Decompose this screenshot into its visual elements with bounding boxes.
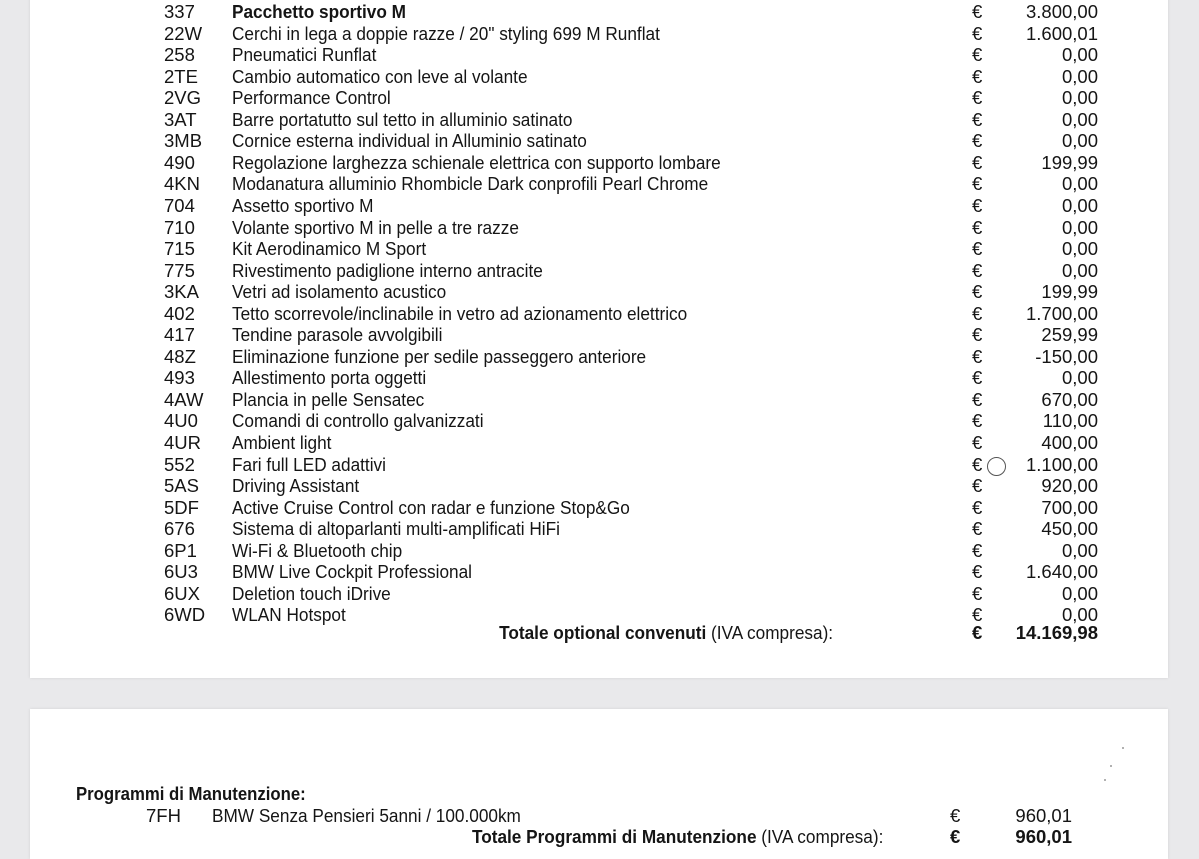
optional-currency: € (972, 561, 983, 583)
optional-row (30, 217, 1168, 238)
total-optional-currency: € (972, 622, 983, 643)
total-optional-amount: 14.169,98 (1015, 622, 1098, 643)
optional-currency: € (972, 259, 983, 281)
maintenance-heading: Programmi di Manutenzione: (76, 784, 306, 804)
optional-amount: 259,99 (1041, 324, 1098, 346)
optional-description: Comandi di controllo galvanizzati (232, 410, 484, 432)
optional-description: BMW Live Cockpit Professional (232, 561, 472, 583)
total-maintenance-currency: € (950, 826, 961, 847)
optional-code: 4UR (164, 432, 202, 453)
optional-amount: 0,00 (1061, 216, 1098, 238)
optional-amount: 1.600,01 (1025, 22, 1098, 44)
optional-currency: € (972, 324, 983, 346)
optional-row (30, 23, 1168, 44)
optional-code: 490 (164, 151, 195, 173)
optional-description: Kit Aerodinamico M Sport (232, 238, 427, 260)
optional-row (30, 1, 1168, 22)
optional-row (30, 44, 1168, 65)
optional-currency: € (972, 539, 983, 561)
optional-currency: € (972, 518, 983, 540)
optional-currency: € (972, 130, 983, 152)
optional-currency: € (972, 238, 983, 260)
optional-row (30, 389, 1168, 410)
optional-code: 6U3 (164, 561, 198, 583)
optional-currency: € (972, 65, 983, 87)
optional-description: Barre portatutto sul tetto in alluminio satinato (232, 108, 573, 130)
optional-amount: 0,00 (1061, 44, 1098, 66)
optional-code: 2VG (164, 87, 202, 109)
optional-row (30, 303, 1168, 324)
optional-currency: € (972, 604, 983, 626)
optional-code: 3AT (164, 108, 197, 130)
optional-amount: 0,00 (1061, 582, 1098, 604)
optional-row (30, 518, 1168, 539)
optional-code: 775 (164, 259, 195, 281)
optional-row (30, 87, 1168, 108)
optional-amount: 0,00 (1061, 108, 1098, 130)
optional-currency: € (972, 367, 983, 389)
optional-row (30, 410, 1168, 431)
optional-amount: 450,00 (1041, 518, 1098, 540)
optional-amount: 1.100,00 (1025, 453, 1098, 475)
optional-description: Wi-Fi & Bluetooth chip (232, 539, 403, 561)
optional-amount: 110,00 (1042, 410, 1098, 432)
optional-currency: € (972, 173, 983, 195)
optional-amount: 700,00 (1041, 496, 1098, 518)
optional-amount: 0,00 (1061, 539, 1098, 561)
optional-description: Modanatura alluminio Rhombicle Dark conprofili Pearl Chrome (232, 173, 709, 195)
optional-row (30, 497, 1168, 518)
optional-currency: € (972, 345, 983, 367)
optional-code: 48Z (164, 345, 196, 367)
optional-description: Volante sportivo M in pelle a tre razze (232, 216, 519, 238)
optional-code: 4U0 (164, 410, 198, 432)
optional-amount: 0,00 (1061, 238, 1098, 260)
optional-row (30, 432, 1168, 453)
optional-amount: 0,00 (1061, 173, 1098, 195)
optional-row (30, 260, 1168, 281)
optional-currency: € (972, 108, 983, 130)
maintenance-currency: € (950, 805, 961, 826)
optional-code: 5DF (164, 496, 199, 518)
optional-currency: € (972, 281, 983, 303)
optional-currency: € (972, 87, 983, 109)
optional-row (30, 324, 1168, 345)
optional-currency: € (972, 22, 983, 44)
optional-code: 4AW (164, 388, 204, 410)
optional-description: Regolazione larghezza schienale elettrica con supporto lombare (232, 151, 721, 173)
optional-currency: € (972, 475, 983, 497)
optional-description: Driving Assistant (232, 475, 360, 497)
optional-currency: € (972, 44, 983, 66)
optional-row (30, 561, 1168, 582)
optional-description: Vetri ad isolamento acustico (232, 281, 447, 303)
optional-description: Ambient light (232, 432, 332, 453)
optional-code: 6UX (164, 582, 200, 604)
optional-description: Eliminazione funzione per sedile passeggero anteriore (232, 345, 647, 367)
optional-description: Active Cruise Control con radar e funzione Stop&Go (232, 496, 630, 518)
optional-row (30, 173, 1168, 194)
optional-description: Tendine parasole avvolgibili (232, 324, 443, 346)
optional-description: Tetto scorrevole/inclinabile in vetro ad azionamento elettrico (232, 302, 688, 324)
maintenance-description: BMW Senza Pensieri 5anni / 100.000km (212, 805, 521, 826)
optional-amount: 0,00 (1061, 65, 1098, 87)
optional-row (30, 195, 1168, 216)
optional-description: Pacchetto sportivo M (232, 1, 406, 22)
optional-code: 6P1 (164, 539, 197, 561)
optional-currency: € (972, 496, 983, 518)
optional-row (30, 346, 1168, 367)
optional-description: Rivestimento padiglione interno antracite (232, 259, 543, 281)
maintenance-row (30, 805, 1168, 827)
optional-row (30, 109, 1168, 130)
scan-speck (1122, 747, 1124, 749)
total-optional-row (30, 622, 1168, 644)
optional-amount: -150,00 (1035, 345, 1098, 367)
optional-code: 715 (164, 238, 195, 260)
optional-amount: 0,00 (1061, 194, 1098, 216)
optional-amount: 920,00 (1041, 475, 1098, 497)
optional-code: 417 (164, 324, 195, 346)
optional-description: Pneumatici Runflat (232, 44, 377, 66)
optional-row (30, 130, 1168, 151)
optional-description: Cambio automatico con leve al volante (232, 65, 528, 87)
optional-amount: 400,00 (1041, 432, 1098, 453)
optional-code: 676 (164, 518, 195, 540)
optional-amount: 0,00 (1061, 367, 1098, 389)
optional-code: 402 (164, 302, 195, 324)
maintenance-page (30, 709, 1168, 859)
optional-currency: € (972, 388, 983, 410)
optional-row (30, 238, 1168, 259)
optional-amount: 1.640,00 (1025, 561, 1098, 583)
optional-code: 6WD (164, 604, 206, 626)
optional-row (30, 540, 1168, 561)
optional-code: 710 (164, 216, 195, 238)
optional-code: 3KA (164, 281, 199, 303)
optional-row (30, 66, 1168, 87)
optional-amount: 3.800,00 (1025, 1, 1098, 22)
optional-amount: 0,00 (1061, 259, 1098, 281)
optional-currency: € (972, 453, 983, 475)
optional-amount: 1.700,00 (1025, 302, 1098, 324)
optional-code: 3MB (164, 130, 203, 152)
optional-description: Cornice esterna individual in Alluminio satinato (232, 130, 587, 152)
maintenance-code: 7FH (146, 805, 181, 826)
optional-code: 337 (164, 1, 195, 22)
optional-code: 5AS (164, 475, 199, 497)
optional-amount: 0,00 (1061, 87, 1098, 109)
optional-description: Sistema di altoparlanti multi-amplificati HiFi (232, 518, 560, 540)
optional-row (30, 152, 1168, 173)
optional-row (30, 475, 1168, 496)
total-maintenance-amount: 960,01 (1015, 826, 1072, 847)
optional-code: 4KN (164, 173, 200, 195)
optional-currency: € (972, 432, 983, 453)
optional-currency: € (972, 151, 983, 173)
scan-speck (1104, 779, 1106, 781)
optional-code: 258 (164, 44, 195, 66)
total-maintenance-label: Totale Programmi di Manutenzione (IVA compresa): (471, 826, 883, 847)
optional-row (30, 281, 1168, 302)
optional-currency: € (972, 194, 983, 216)
optional-currency: € (972, 582, 983, 604)
optional-currency: € (972, 410, 983, 432)
maintenance-amount: 960,01 (1015, 805, 1072, 826)
optional-description: Assetto sportivo M (232, 194, 374, 216)
optional-code: 2TE (164, 65, 198, 87)
optional-description: Performance Control (232, 87, 391, 109)
optional-row (30, 367, 1168, 388)
optional-amount: 0,00 (1061, 130, 1098, 152)
optional-code: 22W (164, 22, 203, 44)
optional-description: Fari full LED adattivi (232, 453, 386, 475)
optional-amount: 0,00 (1061, 604, 1098, 626)
handwritten-circle-mark (987, 457, 1006, 476)
optional-amount: 199,99 (1041, 281, 1098, 303)
scan-speck (1110, 765, 1112, 767)
optional-description: Plancia in pelle Sensatec (232, 388, 425, 410)
optional-currency: € (972, 302, 983, 324)
optional-description: Allestimento porta oggetti (232, 367, 427, 389)
optional-row (30, 454, 1168, 475)
optional-code: 493 (164, 367, 195, 389)
optional-amount: 199,99 (1041, 151, 1098, 173)
total-optional-label: Totale optional convenuti (IVA compresa): (499, 622, 833, 643)
optional-list-page (30, 0, 1168, 678)
optional-code: 704 (164, 194, 195, 216)
optional-currency: € (972, 1, 983, 22)
optional-description: Cerchi in lega a doppie razze / 20" styling 699 M Runflat (232, 22, 660, 44)
optional-description: Deletion touch iDrive (232, 582, 391, 604)
optional-description: WLAN Hotspot (232, 604, 346, 626)
optional-row (30, 583, 1168, 604)
optional-currency: € (972, 216, 983, 238)
optional-code: 552 (164, 453, 195, 475)
optional-amount: 670,00 (1041, 388, 1098, 410)
